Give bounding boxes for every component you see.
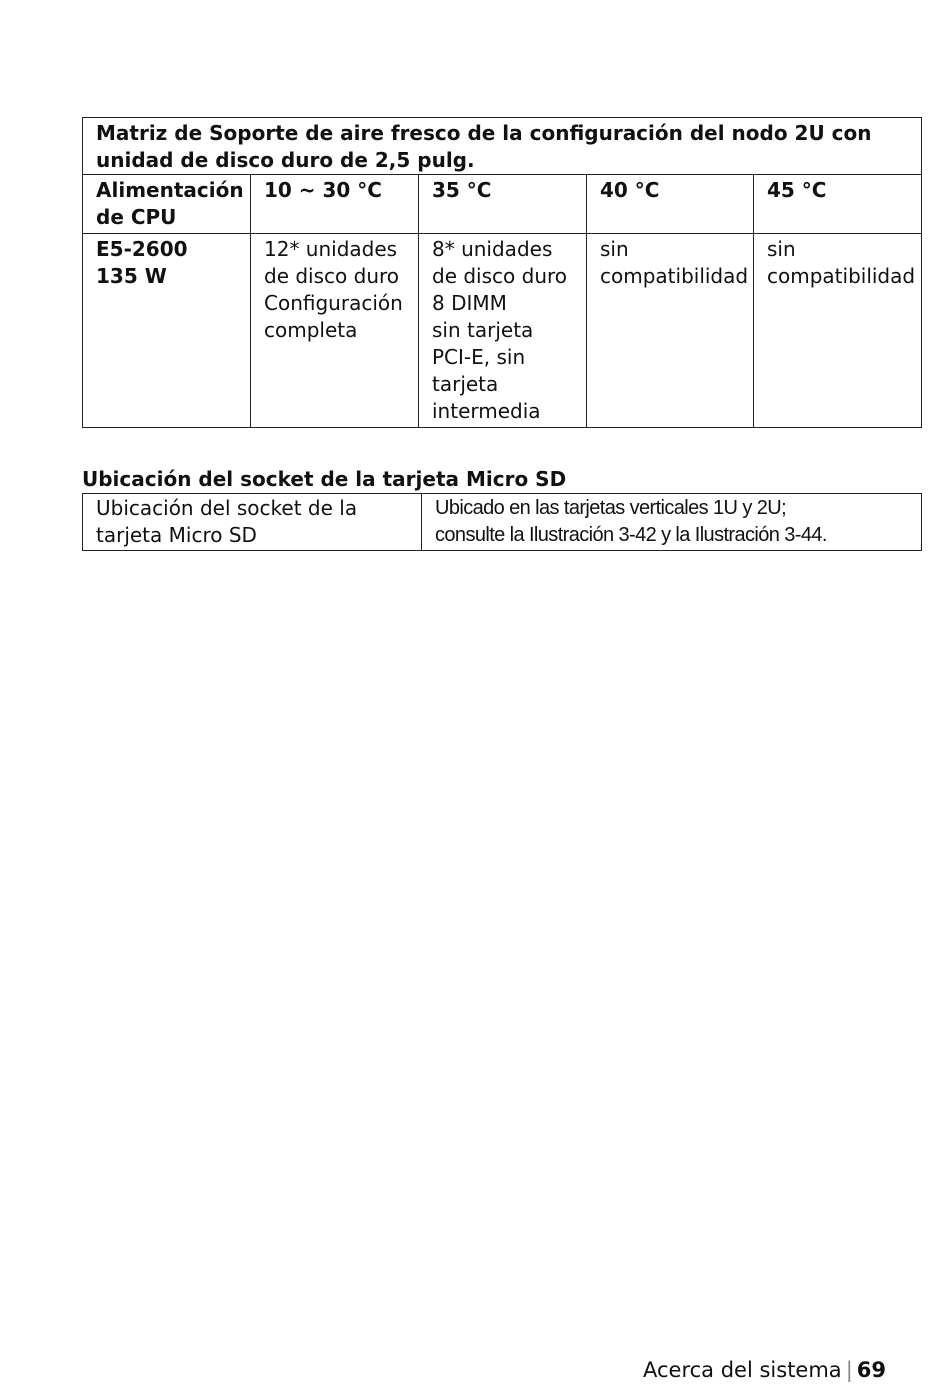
- cell-10-30c-support: [251, 234, 419, 428]
- header-cpu-power-line-2: de CPU: [96, 205, 177, 229]
- cell-text-line: compatibilidad: [767, 264, 916, 288]
- page-number: 69: [856, 1358, 886, 1382]
- cell-text-line: intermedia: [432, 399, 541, 423]
- header-10-30c: 10 ~ 30 °C: [251, 175, 419, 234]
- cell-text-line: de disco duro: [264, 264, 400, 288]
- matrix-title-line-2: unidad de disco duro de 2,5 pulg.: [96, 148, 475, 172]
- cell-text-line: sin tarjeta: [432, 318, 534, 342]
- cell-text-line: completa: [264, 318, 358, 342]
- cell-text-line: sin: [767, 237, 796, 261]
- cell-text-line: 12* unidades: [264, 237, 398, 261]
- cell-text-line: tarjeta Micro SD: [96, 523, 257, 547]
- cell-text-line: compatibilidad: [600, 264, 749, 288]
- page-footer: [643, 1356, 886, 1384]
- cell-text-line: Configuración: [264, 291, 403, 315]
- header-35c: 35 °C: [419, 175, 587, 234]
- footer-separator: |: [845, 1358, 853, 1382]
- cell-40c-support: [587, 234, 754, 428]
- micro-sd-label-cell: [83, 494, 422, 551]
- cell-text-line: de disco duro: [432, 264, 568, 288]
- matrix-title-line-1: Matriz de Soporte de aire fresco de la configuración del nodo 2U con: [96, 121, 872, 145]
- header-cpu-power-line-1: Alimentación: [96, 178, 244, 202]
- micro-sd-value-cell: [422, 494, 922, 551]
- cell-text-line: 8 DIMM: [432, 291, 507, 315]
- footer-section-title: Acerca del sistema: [643, 1358, 842, 1382]
- cell-45c-support: [754, 234, 922, 428]
- cell-text-line: consulte la Ilustración 3-42 y la Ilustración 3-44.: [435, 524, 827, 546]
- cell-text-line: PCI-E, sin: [432, 345, 526, 369]
- cell-text-line: 8* unidades: [432, 237, 553, 261]
- header-cpu-power: [83, 175, 251, 234]
- cell-text-line: sin: [600, 237, 629, 261]
- cell-text-line: Ubicación del socket de la: [96, 496, 358, 520]
- matrix-header-row: [83, 175, 922, 234]
- cpu-model-line-2: 135 W: [96, 264, 167, 288]
- cell-text-line: tarjeta: [432, 372, 499, 396]
- cpu-model-line-1: E5-2600: [96, 237, 188, 261]
- matrix-data-row: [83, 234, 922, 428]
- micro-sd-row: [83, 494, 922, 551]
- cell-text-line: Ubicado en las tarjetas verticales 1U y 2U;: [435, 497, 787, 519]
- matrix-title-row: [83, 118, 922, 175]
- cell-cpu-model: [83, 234, 251, 428]
- fresh-air-support-matrix-table: [82, 117, 922, 428]
- header-40c: 40 °C: [587, 175, 754, 234]
- header-45c: 45 °C: [754, 175, 922, 234]
- micro-sd-location-table: [82, 493, 922, 551]
- micro-sd-section-heading: Ubicación del socket de la tarjeta Micro SD: [82, 467, 567, 491]
- cell-35c-support: [419, 234, 587, 428]
- matrix-title-cell: [83, 118, 922, 175]
